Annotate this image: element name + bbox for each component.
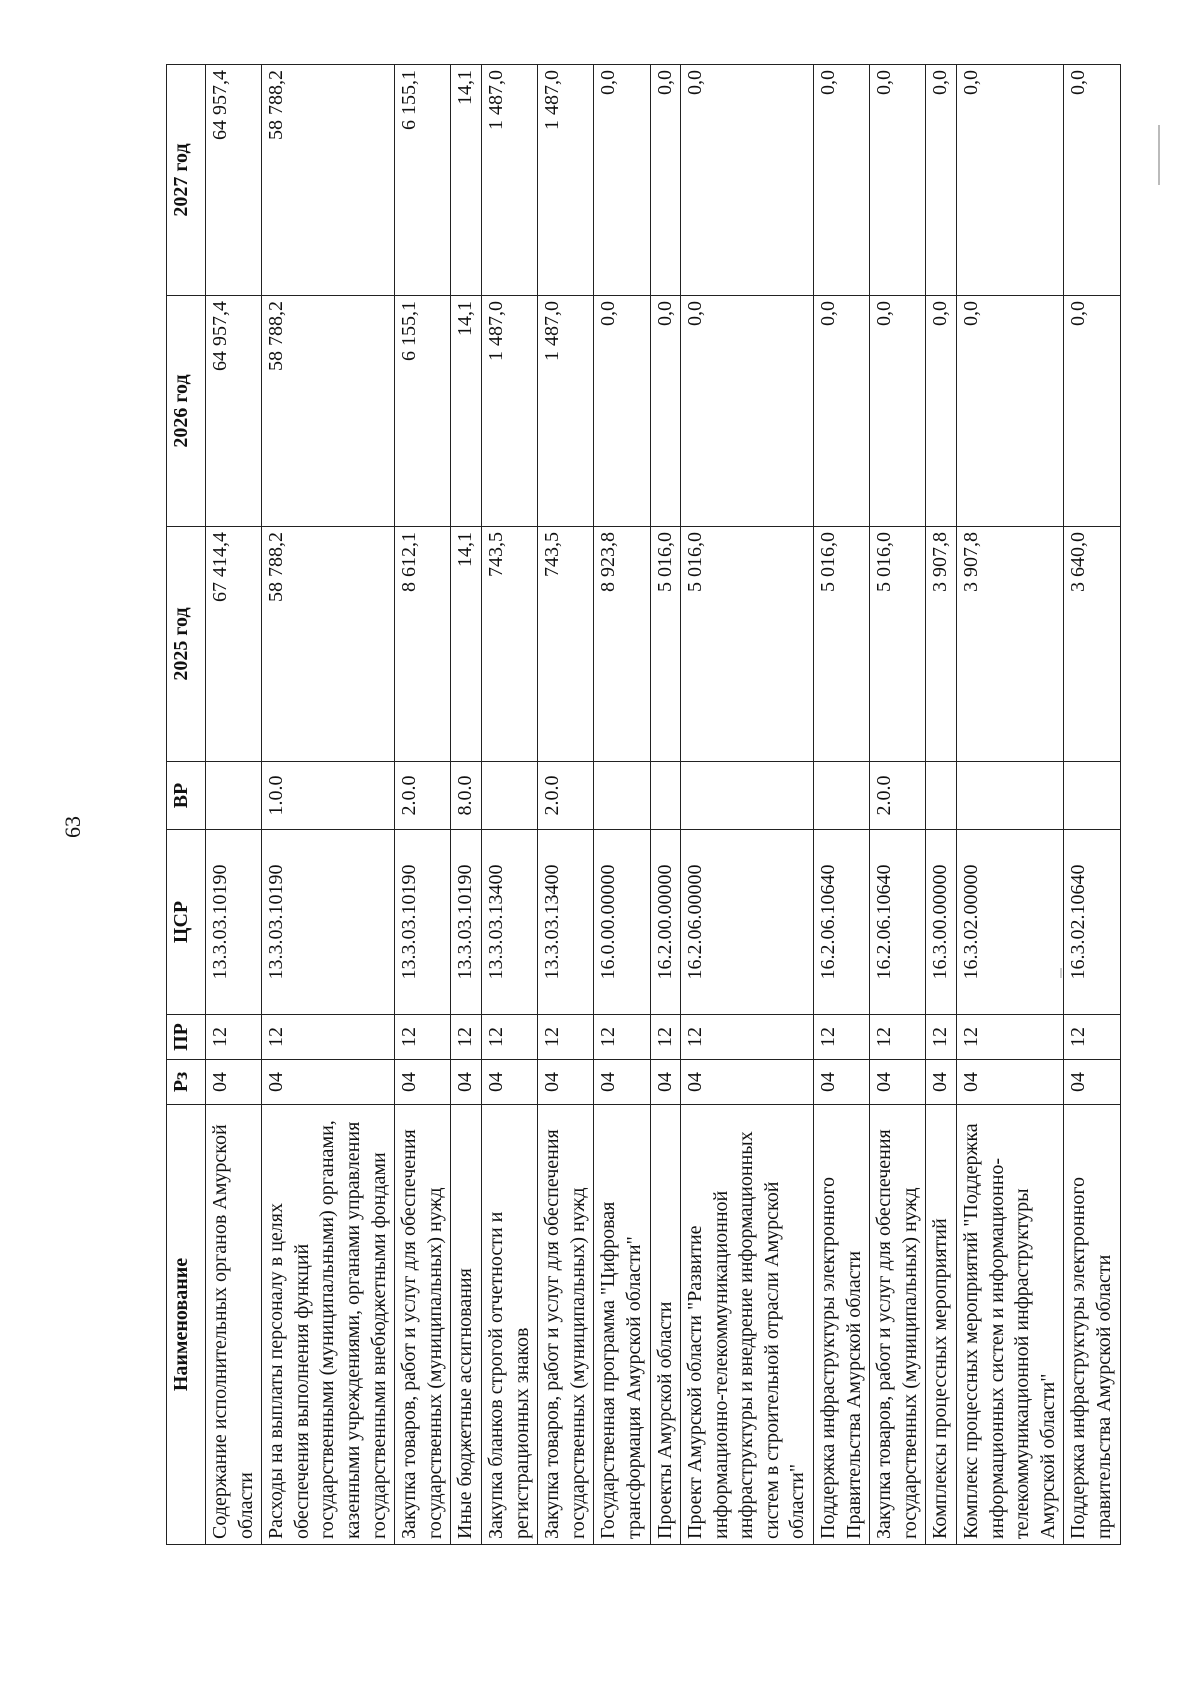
table-row — [1064, 65, 1120, 1545]
cell-y2025: 67 414,4 — [206, 527, 262, 762]
cell-vr — [957, 762, 1064, 830]
cell-y2026: 0,0 — [814, 296, 870, 527]
cell-rz: 04 — [957, 1060, 1064, 1105]
cell-y2027: 6 155,1 — [395, 65, 451, 296]
cell-name: Расходы на выплаты персоналу в целях обеспечения выполнения функций государственными (муниципальными) органами, казенными учреждениями, органами управления государственными внебюджетными фондами — [262, 1105, 395, 1545]
cell-name: Закупка товаров, работ и услуг для обеспечения государственных (муниципальных) нужд — [395, 1105, 451, 1545]
cell-y2027: 0,0 — [650, 65, 681, 296]
cell-y2025: 3 907,8 — [957, 527, 1064, 762]
cell-name: Комплекс процессных мероприятий "Поддержка информационных систем и информационно-телекоммуникационной инфраструктуры Амурской области" — [957, 1105, 1064, 1545]
cell-vr — [1064, 762, 1120, 830]
cell-pr: 12 — [594, 1015, 650, 1060]
cell-y2025: 8 612,1 — [395, 527, 451, 762]
header-pr: ПР — [167, 1015, 206, 1060]
cell-y2026: 1 487,0 — [481, 296, 537, 527]
cell-y2027: 0,0 — [814, 65, 870, 296]
cell-y2026: 0,0 — [870, 296, 926, 527]
cell-name: Проект Амурской области "Развитие информационно-телекоммуникационной инфраструктуры и внедрение информационных систем в строительной отрасли Амурской области" — [681, 1105, 814, 1545]
cell-name: Поддержка инфраструктуры электронного Правительства Амурской области — [814, 1105, 870, 1545]
cell-csr: 16.2.06.10640 — [870, 830, 926, 1015]
cell-y2027: 1 487,0 — [538, 65, 594, 296]
cell-y2025: 5 016,0 — [814, 527, 870, 762]
cell-pr: 12 — [451, 1015, 482, 1060]
table-row — [538, 65, 594, 1545]
cell-csr: 16.0.00.00000 — [594, 830, 650, 1015]
header-csr: ЦСР — [167, 830, 206, 1015]
cell-rz: 04 — [870, 1060, 926, 1105]
header-name: Наименование — [167, 1105, 206, 1545]
cell-y2026: 0,0 — [650, 296, 681, 527]
cell-y2027: 0,0 — [1064, 65, 1120, 296]
cell-csr: 13.3.03.10190 — [206, 830, 262, 1015]
cell-csr: 16.3.00.00000 — [926, 830, 957, 1015]
table-header-row — [167, 65, 206, 1545]
table-row — [926, 65, 957, 1545]
cell-rz: 04 — [538, 1060, 594, 1105]
cell-csr: 13.3.03.13400 — [481, 830, 537, 1015]
cell-vr: 8.0.0 — [451, 762, 482, 830]
cell-csr: 13.3.03.13400 — [538, 830, 594, 1015]
cell-pr: 12 — [481, 1015, 537, 1060]
cell-vr — [926, 762, 957, 830]
cell-vr — [681, 762, 814, 830]
table-row — [681, 65, 814, 1545]
cell-csr: 16.2.06.10640 — [814, 830, 870, 1015]
cell-csr: 16.2.00.00000 — [650, 830, 681, 1015]
cell-pr: 12 — [206, 1015, 262, 1060]
cell-rz: 04 — [481, 1060, 537, 1105]
cell-pr: 12 — [650, 1015, 681, 1060]
cell-name: Иные бюджетные ассигнования — [451, 1105, 482, 1545]
header-2025: 2025 год — [167, 527, 206, 762]
cell-y2025: 3 907,8 — [926, 527, 957, 762]
cell-name: Государственная программа "Цифровая трансформация Амурской области" — [594, 1105, 650, 1545]
cell-rz: 04 — [206, 1060, 262, 1105]
cell-y2027: 0,0 — [957, 65, 1064, 296]
cell-rz: 04 — [451, 1060, 482, 1105]
table-row — [814, 65, 870, 1545]
cell-y2027: 14,1 — [451, 65, 482, 296]
cell-y2025: 5 016,0 — [681, 527, 814, 762]
header-2027: 2027 год — [167, 65, 206, 296]
cell-rz: 04 — [1064, 1060, 1120, 1105]
cell-y2026: 1 487,0 — [538, 296, 594, 527]
cell-pr: 12 — [926, 1015, 957, 1060]
cell-y2026: 0,0 — [1064, 296, 1120, 527]
cell-y2027: 1 487,0 — [481, 65, 537, 296]
cell-y2025: 5 016,0 — [650, 527, 681, 762]
table-row — [957, 65, 1064, 1545]
cell-y2026: 14,1 — [451, 296, 482, 527]
cell-pr: 12 — [395, 1015, 451, 1060]
cell-y2025: 8 923,8 — [594, 527, 650, 762]
cell-vr — [206, 762, 262, 830]
cell-y2027: 0,0 — [594, 65, 650, 296]
cell-vr — [814, 762, 870, 830]
cell-y2027: 0,0 — [681, 65, 814, 296]
cell-name: Комплексы процессных мероприятий — [926, 1105, 957, 1545]
cell-pr: 12 — [957, 1015, 1064, 1060]
cell-csr: 16.2.06.00000 — [681, 830, 814, 1015]
cell-y2026: 64 957,4 — [206, 296, 262, 527]
table-row — [870, 65, 926, 1545]
cell-name: Проекты Амурской области — [650, 1105, 681, 1545]
cell-rz: 04 — [926, 1060, 957, 1105]
table-row — [451, 65, 482, 1545]
cell-name: Закупка товаров, работ и услуг для обеспечения государственных (муниципальных) нужд — [870, 1105, 926, 1545]
cell-vr — [650, 762, 681, 830]
header-vr: ВР — [167, 762, 206, 830]
header-2026: 2026 год — [167, 296, 206, 527]
cell-y2027: 58 788,2 — [262, 65, 395, 296]
cell-y2027: 64 957,4 — [206, 65, 262, 296]
cell-pr: 12 — [681, 1015, 814, 1060]
cell-y2026: 0,0 — [926, 296, 957, 527]
cell-csr: 13.3.03.10190 — [395, 830, 451, 1015]
header-rz: Рз — [167, 1060, 206, 1105]
cell-y2026: 6 155,1 — [395, 296, 451, 527]
cell-y2027: 0,0 — [926, 65, 957, 296]
cell-rz: 04 — [262, 1060, 395, 1105]
cell-csr: 16.3.02.00000 — [957, 830, 1064, 1015]
cell-y2025: 743,5 — [481, 527, 537, 762]
cell-name: Закупка товаров, работ и услуг для обеспечения государственных (муниципальных) нужд — [538, 1105, 594, 1545]
cell-y2025: 58 788,2 — [262, 527, 395, 762]
page-number: 63 — [60, 816, 85, 838]
cell-vr: 2.0.0 — [870, 762, 926, 830]
budget-table-rotated — [166, 65, 1115, 1545]
cell-pr: 12 — [538, 1015, 594, 1060]
table-row — [481, 65, 537, 1545]
cell-y2026: 0,0 — [957, 296, 1064, 527]
cell-pr: 12 — [814, 1015, 870, 1060]
table-row — [395, 65, 451, 1545]
cell-name: Поддержка инфраструктуры электронного правительства Амурской области — [1064, 1105, 1120, 1545]
cell-pr: 12 — [1064, 1015, 1120, 1060]
cell-vr: 2.0.0 — [395, 762, 451, 830]
cell-rz: 04 — [681, 1060, 814, 1105]
cell-y2026: 0,0 — [594, 296, 650, 527]
cell-y2026: 58 788,2 — [262, 296, 395, 527]
cell-y2026: 0,0 — [681, 296, 814, 527]
table-row — [594, 65, 650, 1545]
cell-pr: 12 — [870, 1015, 926, 1060]
cell-y2025: 3 640,0 — [1064, 527, 1120, 762]
cell-vr: 2.0.0 — [538, 762, 594, 830]
cell-rz: 04 — [814, 1060, 870, 1105]
cell-csr: 16.3.02.10640 — [1064, 830, 1120, 1015]
cell-rz: 04 — [594, 1060, 650, 1105]
scan-mark — [1158, 125, 1160, 185]
table-row — [650, 65, 681, 1545]
cell-name: Содержание исполнительных органов Амурской области — [206, 1105, 262, 1545]
cell-vr — [481, 762, 537, 830]
cell-y2025: 743,5 — [538, 527, 594, 762]
cell-y2025: 5 016,0 — [870, 527, 926, 762]
cell-csr: 13.3.03.10190 — [451, 830, 482, 1015]
cell-y2025: 14,1 — [451, 527, 482, 762]
cell-rz: 04 — [650, 1060, 681, 1105]
cell-y2027: 0,0 — [870, 65, 926, 296]
budget-table — [166, 64, 1121, 1545]
table-body — [206, 65, 1121, 1545]
cell-pr: 12 — [262, 1015, 395, 1060]
cell-name: Закупка бланков строгой отчетности и регистрационных знаков — [481, 1105, 537, 1545]
cell-rz: 04 — [395, 1060, 451, 1105]
table-row — [206, 65, 262, 1545]
cell-vr — [594, 762, 650, 830]
cell-csr: 13.3.03.10190 — [262, 830, 395, 1015]
cell-vr: 1.0.0 — [262, 762, 395, 830]
table-row — [262, 65, 395, 1545]
